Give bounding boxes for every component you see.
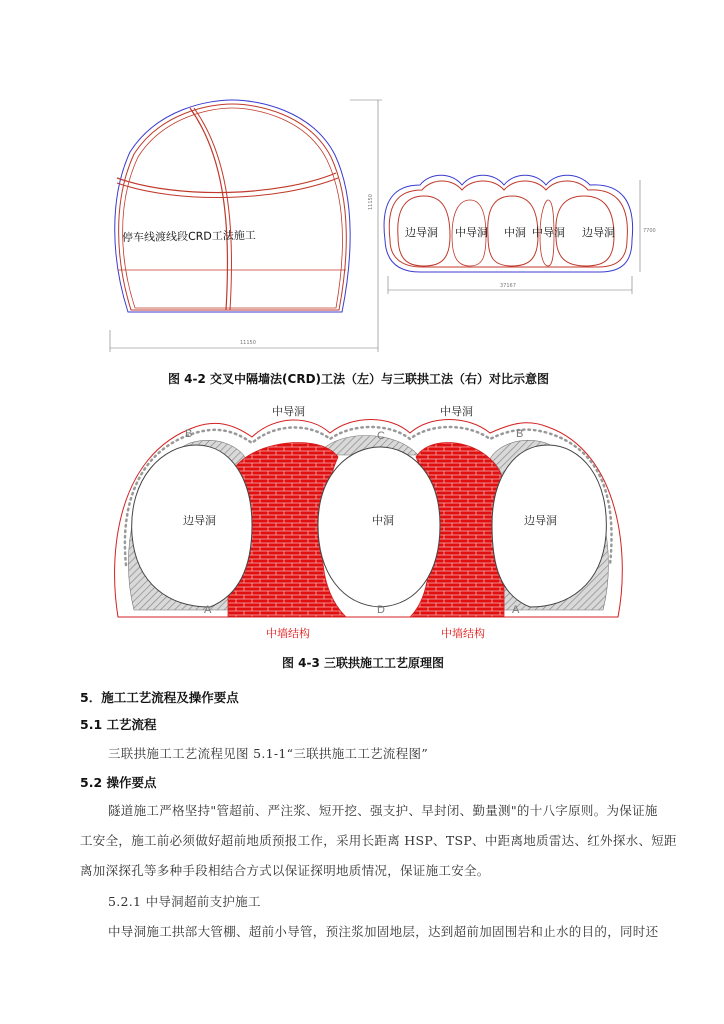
figure-4-2-caption: 图 4-2 交叉中隔墙法(CRD)工法（左）与三联拱工法（右）对比示意图	[168, 372, 550, 386]
top-label-left: 中导洞	[272, 405, 305, 418]
svg-text:11150: 11150	[368, 194, 374, 210]
section-5-2-line-2: 工安全，施工前必须做好超前地质预报工作，采用长距离 HSP、TSP、中距离地质雷达、红外探水、短距	[80, 833, 677, 848]
three-arch-label-1: 边导洞	[405, 226, 438, 239]
section-5-heading: 5．施工工艺流程及操作要点	[80, 690, 239, 705]
section-5-2-1-heading: 5.2.1 中导洞超前支护施工	[108, 894, 261, 909]
section-5-2-line-3: 离加深探孔等多种手段相结合方式以保证探明地质情况，保证施工安全。	[80, 863, 490, 878]
figure-4-2	[0, 0, 724, 395]
marker-b-left: B	[185, 428, 193, 440]
marker-a-right: A	[512, 604, 520, 616]
svg-text:11150: 11150	[240, 340, 256, 346]
crd-label: 停车线渡线段CRD工法施工	[121, 228, 256, 245]
section-5-1-paragraph: 三联拱施工工艺流程见图 5.1-1“三联拱施工工艺流程图”	[108, 746, 429, 761]
three-arch-label-3: 中洞	[504, 226, 526, 239]
three-arch-label-2: 中导洞	[455, 226, 488, 239]
figure-4-3-drawing	[0, 395, 724, 675]
svg-text:37167: 37167	[500, 283, 516, 289]
top-label-right: 中导洞	[440, 405, 473, 418]
figure-4-3-caption: 图 4-3 三联拱施工工艺原理图	[282, 656, 445, 670]
section-5-2-heading: 5.2 操作要点	[80, 775, 157, 790]
svg-text:7700: 7700	[643, 228, 656, 234]
marker-b-right: B	[516, 428, 524, 440]
section-5-2-1-line-1: 中导洞施工拱部大管棚、超前小导管，预注浆加固地层，达到超前加固围岩和止水的目的，同时还	[108, 924, 659, 939]
cave-label-right: 边导洞	[524, 514, 557, 527]
figure-4-2-drawing	[0, 0, 724, 395]
cave-label-center: 中洞	[372, 514, 394, 527]
marker-c: C	[377, 430, 385, 442]
marker-a-left: A	[204, 604, 212, 616]
section-5-2-line-1: 隧道施工严格坚持"管超前、严注浆、短开挖、强支护、早封闭、勤量测"的十八字原则。为保证施	[108, 803, 658, 818]
bottom-label-left: 中墙结构	[266, 627, 310, 640]
three-arch-label-5: 边导洞	[582, 226, 615, 239]
marker-d: D	[377, 604, 385, 616]
section-5-1-heading: 5.1 工艺流程	[80, 717, 157, 732]
cave-label-left: 边导洞	[183, 514, 216, 527]
bottom-label-right: 中墙结构	[441, 627, 485, 640]
three-arch-label-4: 中导洞	[532, 226, 565, 239]
figure-4-3	[0, 395, 724, 675]
